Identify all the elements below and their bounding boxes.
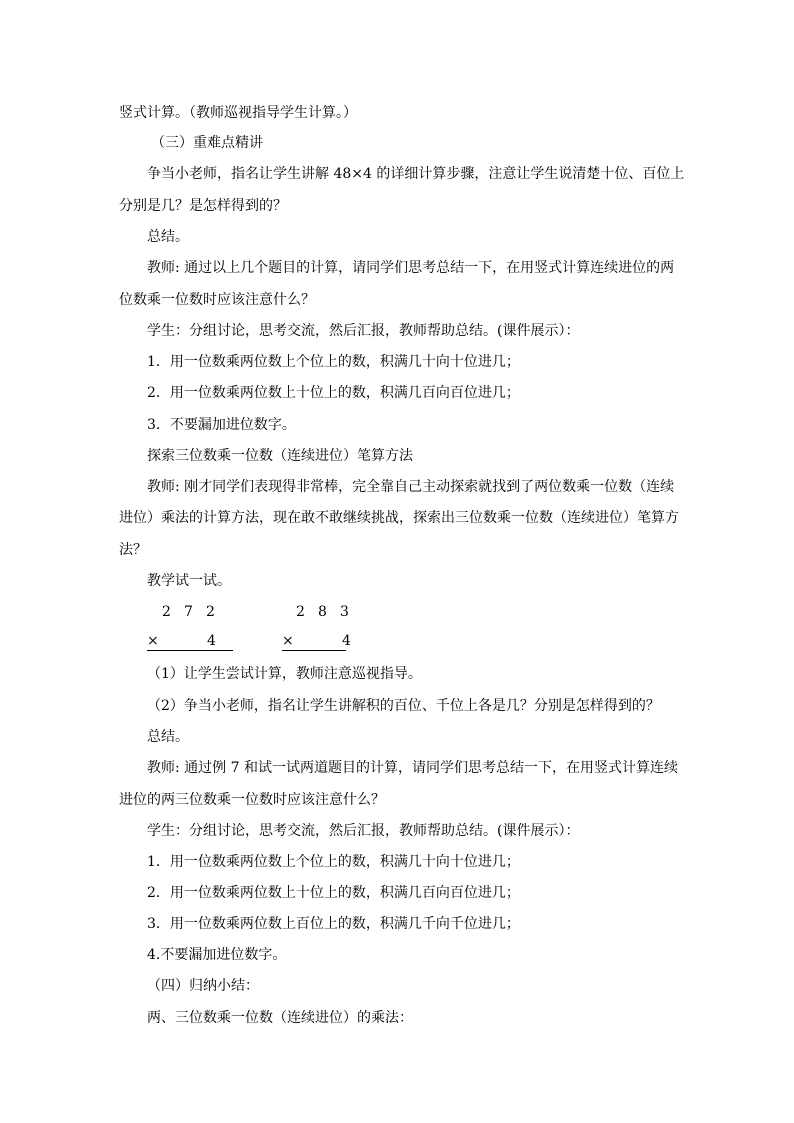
- paragraph-line: 争当小老师，指名让学生讲解 48×4 的详细计算步骤，注意让学生说清楚十位、百位上: [147, 166, 685, 182]
- section-heading: （四）归纳小结：: [147, 978, 259, 994]
- multiplier: 4: [342, 633, 351, 649]
- paragraph-line: 探索三位数乘一位数（连续进位）笔算方法: [147, 448, 413, 464]
- paragraph-line: 教师: 通过以上几个题目的计算，请同学们思考总结一下，在用竖式计算连续进位的两: [147, 260, 675, 276]
- paragraph-line: 竖式计算。（教师巡视指导学生计算。）: [119, 105, 357, 121]
- paragraph-line: 位数乘一位数时应该注意什么？: [119, 292, 315, 308]
- list-item: 4.不要漏加进位数字。: [147, 947, 287, 963]
- list-item: 3．不要漏加进位数字。: [147, 417, 296, 433]
- paragraph-line: 教学试一试。: [147, 573, 231, 589]
- paragraph-line: 两、三位数乘一位数（连续进位）的乘法：: [147, 1010, 413, 1026]
- paragraph-line: （2）争当小老师，指名让学生讲解积的百位、千位上各是几？分别是怎样得到的？: [147, 698, 660, 714]
- multiplicand-2: 2 8 3: [296, 604, 349, 620]
- paragraph-line: 分别是几？是怎样得到的？: [119, 198, 287, 214]
- section-heading: （三）重难点精讲: [151, 135, 263, 151]
- paragraph-line: 进位）乘法的计算方法，现在敢不敢继续挑战，探索出三位数乘一位数（连续进位）笔算方: [119, 510, 679, 526]
- times-sign: ×: [282, 633, 294, 649]
- list-item: 2．用一位数乘两位数上十位上的数，积满几百向百位进几；: [147, 885, 520, 901]
- list-item: 1．用一位数乘两位数上个位上的数，积满几十向十位进几；: [147, 854, 520, 870]
- paragraph-line: 教师: 通过例 7 和试一试两道题目的计算，请同学们思考总结一下，在用竖式计算连续: [147, 760, 678, 776]
- paragraph-line: 学生：分组讨论，思考交流，然后汇报，教师帮助总结。(课件展示）：: [147, 823, 580, 839]
- paragraph-line: 总结。: [147, 729, 189, 745]
- list-item: 1．用一位数乘两位数上个位上的数，积满几十向十位进几；: [147, 354, 520, 370]
- paragraph-line: 法？: [119, 542, 147, 558]
- underline-2: [282, 650, 346, 651]
- multiplier-row-1: [147, 632, 216, 650]
- paragraph-line: 进位的两三位数乘一位数时应该注意什么？: [119, 792, 385, 808]
- paragraph-line: 总结。: [147, 229, 189, 245]
- underline-1: [147, 650, 233, 651]
- times-sign: ×: [147, 633, 159, 649]
- multiplier: 4: [207, 633, 216, 649]
- list-item: 2．用一位数乘两位数上十位上的数，积满几百向百位进几；: [147, 385, 520, 401]
- multiplier-row-2: [282, 632, 351, 650]
- paragraph-line: 教师: 刚才同学们表现得非常棒，完全靠自己主动探索就找到了两位数乘一位数（连续: [147, 479, 675, 495]
- list-item: 3．用一位数乘两位数上百位上的数，积满几千向千位进几；: [147, 916, 520, 932]
- paragraph-line: 学生：分组讨论，思考交流，然后汇报，教师帮助总结。(课件展示）：: [147, 323, 580, 339]
- paragraph-line: （1）让学生尝试计算，教师注意巡视指导。: [147, 666, 422, 682]
- multiplicand-1: 2 7 2: [162, 604, 215, 620]
